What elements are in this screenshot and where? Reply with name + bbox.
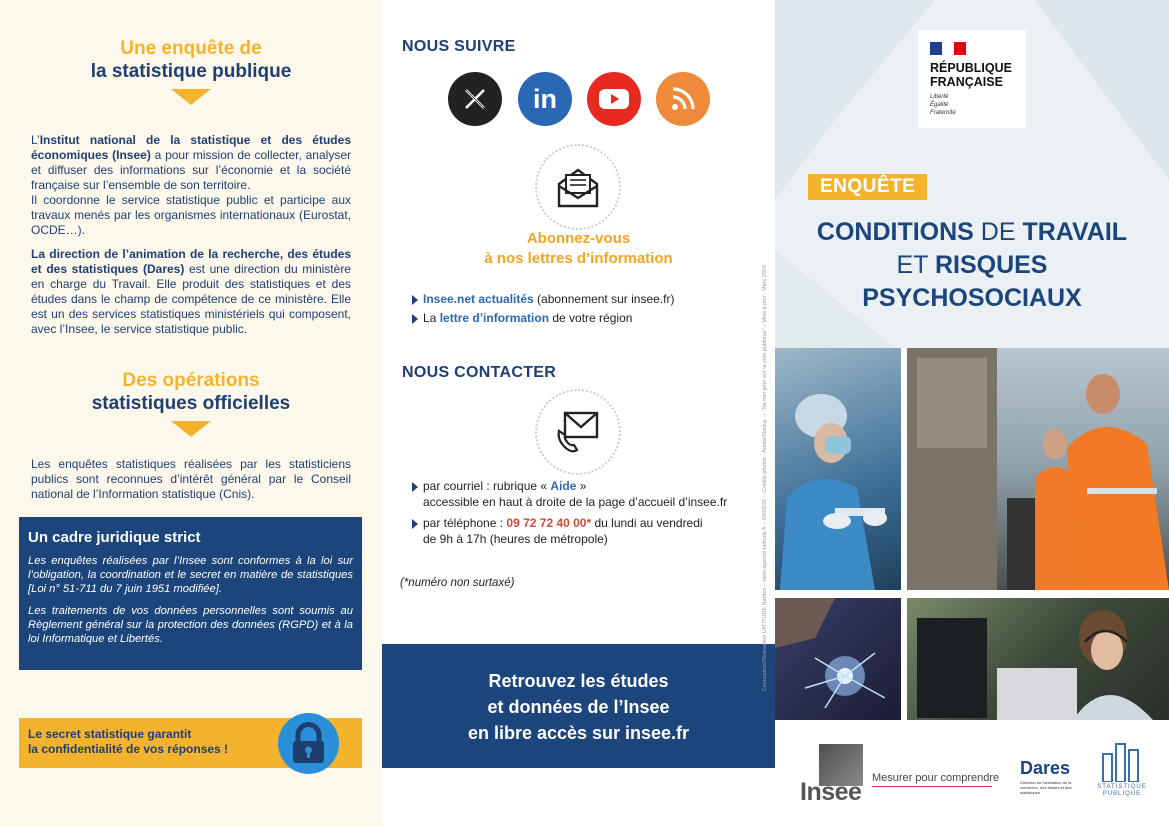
statistique-publique-logo-icon bbox=[1101, 740, 1141, 782]
regional-newsletter-link[interactable]: lettre d’information bbox=[439, 311, 550, 325]
title-word: ET bbox=[896, 251, 935, 279]
arrow-right-icon bbox=[412, 295, 418, 305]
rf-line-2: FRANÇAISE bbox=[930, 75, 1003, 89]
dares-full-name: La direction de l’animation de la recherche, des études et des statistiques (Dares) bbox=[31, 247, 351, 276]
contact-phone-suffix: du lundi au vendredi bbox=[591, 516, 703, 530]
title-word: RISQUES bbox=[934, 251, 1048, 279]
rf-motto bbox=[930, 93, 1014, 117]
title-word: DE bbox=[973, 218, 1023, 246]
rf-name bbox=[930, 61, 1014, 89]
partner-logos bbox=[775, 720, 1169, 827]
arrow-right-icon bbox=[412, 314, 418, 324]
insee-prefix: L’ bbox=[31, 133, 40, 147]
subscribe-line-2: à nos lettres d’information bbox=[484, 250, 673, 267]
section-title-enquete bbox=[0, 37, 382, 83]
banner-line-2: et données de l’Insee bbox=[487, 697, 670, 717]
x-twitter-icon[interactable] bbox=[448, 72, 502, 126]
dares-logo-text: Dares bbox=[1020, 758, 1071, 778]
rf-motto-3: Fraternité bbox=[930, 110, 956, 116]
title-word: TRAVAIL bbox=[1022, 218, 1128, 246]
left-panel bbox=[0, 0, 382, 827]
banner-line-1: Retrouvez les études bbox=[488, 671, 669, 691]
contact-email-detail: accessible en haut à droite de la page d’accueil d’insee.fr bbox=[423, 495, 728, 509]
phone-note: (*numéro non surtaxé) bbox=[400, 577, 515, 589]
down-triangle-icon bbox=[171, 89, 211, 105]
operations-description: Les enquêtes statistiques réalisées par les statisticiens publics sont reconnues d’intérêt général par le Conseil national de l’Information statistique (Cnis). bbox=[31, 457, 351, 501]
newsletter-item-text: (abonnement sur insee.fr) bbox=[533, 292, 675, 306]
rf-line-1: RÉPUBLIQUE bbox=[930, 61, 1012, 75]
title-word: CONDITIONS bbox=[816, 218, 974, 246]
contact-email-prefix: par courriel : rubrique « bbox=[423, 479, 551, 493]
insee-mission-text: a pour mission de collecter, analyser et diffuser des informations sur l’économie et la société française sur l’ensemble de son territoire. bbox=[31, 148, 351, 192]
padlock-icon bbox=[278, 713, 339, 774]
dares-text: est une direction du ministère en charge du Travail. Elle produit des statistiques et des études dans le champ de compétence de ce ministère. Elle est un des services statistiques ministériels qui composent, avec l’Insee, le service statistique public. bbox=[31, 262, 351, 336]
section-title-line1: Une enquête de bbox=[120, 38, 262, 59]
newsletter-item-region bbox=[412, 311, 632, 326]
legal-title: Un cadre juridique strict bbox=[28, 529, 201, 546]
tagline-underline bbox=[872, 786, 992, 787]
rss-icon[interactable] bbox=[656, 72, 710, 126]
follow-title: NOUS SUIVRE bbox=[402, 38, 516, 55]
photo-lab-worker bbox=[775, 348, 901, 590]
french-flag-icon bbox=[930, 42, 966, 55]
insee-full-name: Institut national de la statistique et des études économiques (Insee) bbox=[31, 133, 351, 162]
insee-description bbox=[31, 133, 351, 238]
subscribe-heading bbox=[382, 229, 775, 269]
contact-mail-phone-icon bbox=[535, 389, 621, 475]
vertical-credit: Conception/Réalisation LATITUDE Nantes – www.agence-latitude.fr – 03/03/25 – Crédits photos : AdobeStock® – “Ne rien jeter sur la voie publique” – Mise à jour : Mars 2024 bbox=[762, 265, 768, 692]
dares-description bbox=[31, 247, 351, 337]
newsletter-item-insee bbox=[412, 292, 674, 307]
legal-paragraph-2: Les traitements de vos données personnelles sont soumis au Règlement général sur la protection des données (RGPD) et à la loi Informatique et Libertés. bbox=[28, 605, 353, 645]
banner-line-3: en libre accès sur insee.fr bbox=[467, 723, 690, 743]
legal-paragraph-1: Les enquêtes réalisées par l’Insee sont conformes à la loi sur l’obligation, la coordination et le secret en matière de statistiques [Loi n° 51-711 du 7 juin 1951 modifiée]. bbox=[28, 555, 353, 595]
secret-line-1: Le secret statistique garantit bbox=[28, 727, 192, 741]
statistique-publique-text: STATISTIQUE PUBLIQUE bbox=[1097, 784, 1147, 797]
right-panel bbox=[775, 0, 1169, 827]
cover-title bbox=[775, 216, 1169, 315]
section-title-operations bbox=[0, 369, 382, 415]
aide-link[interactable]: Aide bbox=[550, 479, 577, 493]
legal-framework-box bbox=[19, 517, 362, 670]
contact-phone-item bbox=[412, 515, 703, 547]
section-title-line2: la statistique publique bbox=[90, 61, 292, 82]
rf-motto-2: Égalité bbox=[930, 102, 949, 108]
down-triangle-icon bbox=[171, 421, 211, 437]
cover-header bbox=[775, 0, 1169, 348]
insee-tagline: Mesurer pour comprendre bbox=[872, 772, 1000, 784]
photo-call-center bbox=[907, 598, 1169, 720]
insee-access-banner[interactable] bbox=[382, 644, 775, 768]
insee-logo-text: Insee bbox=[800, 778, 862, 806]
contact-phone-prefix: par téléphone : bbox=[423, 516, 507, 530]
survey-tag: ENQUÊTE bbox=[808, 174, 927, 200]
photo-welding bbox=[775, 598, 901, 720]
photo-construction-workers bbox=[907, 348, 1169, 590]
contact-email-item bbox=[412, 478, 727, 510]
republique-francaise-logo bbox=[918, 30, 1026, 128]
arrow-right-icon bbox=[412, 482, 418, 492]
newsletter-item-prefix: La bbox=[423, 311, 440, 325]
insee-coordination-text: Il coordonne le service statistique public et participe aux travaux menés par les organismes internationaux (Eurostat, OCDE…). bbox=[31, 193, 351, 237]
youtube-icon[interactable] bbox=[587, 72, 641, 126]
contact-phone-hours: de 9h à 17h (heures de métropole) bbox=[423, 532, 608, 546]
contact-email-suffix: » bbox=[576, 479, 587, 493]
rf-motto-1: Liberté bbox=[930, 94, 949, 100]
section-title-line2: statistiques officielles bbox=[91, 393, 291, 414]
middle-panel bbox=[382, 0, 775, 827]
section-title-line1: Des opérations bbox=[122, 370, 260, 391]
arrow-right-icon bbox=[412, 519, 418, 529]
insee-actualites-link[interactable]: Insee.net actualités bbox=[423, 292, 534, 306]
secret-line-2: la confidentialité de vos réponses ! bbox=[28, 742, 229, 756]
newsletter-icon bbox=[535, 144, 621, 230]
phone-number[interactable]: 09 72 72 40 00* bbox=[506, 516, 592, 530]
title-word: PSYCHOSOCIAUX bbox=[862, 284, 1082, 312]
subscribe-line-1: Abonnez-vous bbox=[526, 230, 631, 247]
linkedin-icon[interactable]: in bbox=[518, 72, 572, 126]
contact-title: NOUS CONTACTER bbox=[402, 364, 557, 381]
dares-logo-subtitle: Direction de l’animation de la recherche, des études et des statistiques bbox=[1020, 780, 1072, 795]
newsletter-item-text: de votre région bbox=[549, 311, 633, 325]
